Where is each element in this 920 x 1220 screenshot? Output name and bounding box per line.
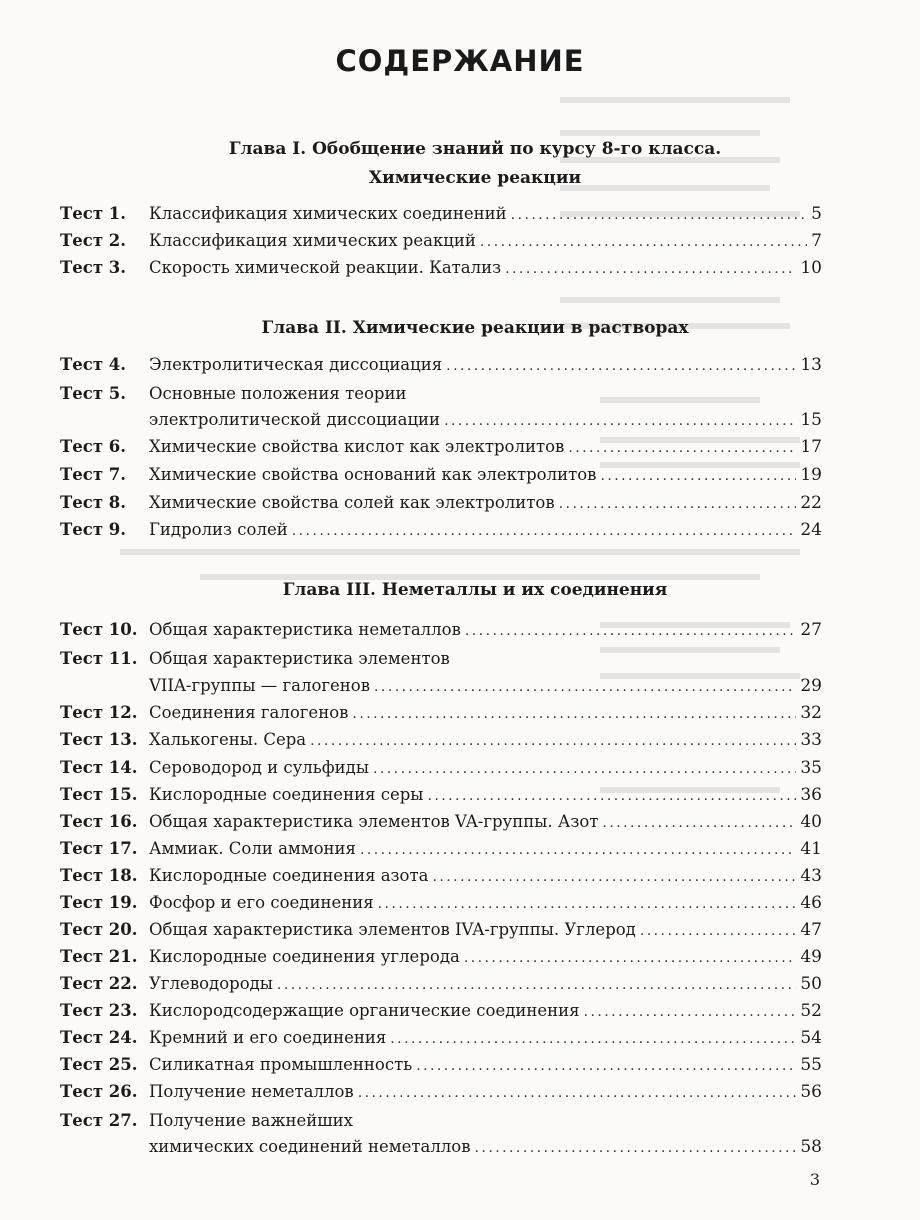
test-number: Тест 4.	[60, 355, 127, 374]
toc-entry[interactable]	[60, 1052, 822, 1078]
toc-entry-continuation[interactable]	[60, 673, 822, 699]
chapter-heading-line: Глава II. Химические реакции в растворах	[261, 318, 689, 338]
toc-entry[interactable]	[60, 998, 822, 1024]
toc-entry[interactable]	[60, 517, 822, 543]
dot-leader	[568, 435, 796, 461]
page-ref: 5	[811, 204, 822, 224]
page-ref: 43	[800, 866, 822, 886]
dot-leader	[559, 491, 797, 517]
page-ref: 41	[800, 839, 822, 859]
toc-entry[interactable]	[60, 700, 822, 726]
test-number: Тест 18.	[60, 866, 138, 885]
toc-entry[interactable]	[60, 617, 822, 643]
page-ref: 35	[800, 758, 822, 778]
toc-entry[interactable]	[60, 727, 822, 753]
test-title: Кислородные соединения азота	[149, 866, 429, 885]
page-ref: 13	[800, 355, 822, 375]
dot-leader	[373, 756, 796, 782]
test-title: Получение неметаллов	[149, 1082, 354, 1101]
test-number: Тест 3.	[60, 258, 127, 277]
test-number: Тест 25.	[60, 1055, 138, 1074]
test-title: химических соединений неметаллов	[149, 1137, 471, 1156]
test-number: Тест 26.	[60, 1082, 138, 1101]
toc-entry[interactable]	[60, 944, 822, 970]
test-number: Тест 23.	[60, 1001, 138, 1020]
test-title: Аммиак. Соли аммония	[149, 839, 356, 858]
test-title: Гидролиз солей	[149, 520, 288, 539]
toc-entry[interactable]	[60, 255, 822, 281]
toc-entry[interactable]	[60, 352, 822, 378]
page-ref: 29	[800, 676, 822, 696]
dot-leader	[480, 229, 807, 255]
test-title: Химические свойства кислот как электролитов	[149, 437, 565, 456]
toc-entry[interactable]	[60, 917, 822, 943]
chapter-heading	[120, 135, 830, 193]
page-ref: 47	[800, 920, 822, 940]
dot-leader	[511, 202, 808, 228]
page-ref: 33	[800, 730, 822, 750]
dot-leader	[292, 518, 797, 544]
toc-entry-continuation[interactable]	[60, 1134, 822, 1160]
dot-leader	[390, 1026, 796, 1052]
test-title: Кислородные соединения углерода	[149, 947, 460, 966]
test-number: Тест 12.	[60, 703, 138, 722]
test-number: Тест 27.	[60, 1111, 138, 1130]
chapter-heading-line: Глава I. Обобщение знаний по курсу 8-го класса.	[228, 139, 722, 159]
dot-leader	[416, 1053, 796, 1079]
toc-entry[interactable]	[60, 971, 822, 997]
toc-entry[interactable]	[60, 755, 822, 781]
page-ref: 15	[800, 410, 822, 430]
test-number: Тест 8.	[60, 493, 127, 512]
page-ref: 49	[800, 947, 822, 967]
test-title: Кислородсодержащие органические соединения	[149, 1001, 580, 1020]
test-number: Тест 21.	[60, 947, 138, 966]
test-number: Тест 11.	[60, 649, 138, 668]
test-number: Тест 14.	[60, 758, 138, 777]
test-number: Тест 22.	[60, 974, 138, 993]
toc-entry[interactable]	[60, 1025, 822, 1051]
toc-entry[interactable]	[60, 490, 822, 516]
test-title: Соединения галогенов	[149, 703, 349, 722]
toc-entry[interactable]	[60, 836, 822, 862]
test-number: Тест 16.	[60, 812, 138, 831]
test-title: Общая характеристика элементов IVA-группы. Углерод	[149, 920, 636, 939]
test-title: Химические свойства оснований как электролитов	[149, 465, 597, 484]
toc-entry[interactable]	[60, 1108, 822, 1134]
page-ref: 24	[800, 520, 822, 540]
page-ref: 58	[800, 1137, 822, 1157]
toc-entry[interactable]	[60, 646, 822, 672]
test-number: Тест 15.	[60, 785, 138, 804]
dot-leader	[360, 837, 796, 863]
chapter-heading-line: Химические реакции	[368, 168, 582, 188]
dot-leader	[310, 728, 796, 754]
test-title: Электролитическая диссоциация	[149, 355, 443, 374]
dot-leader	[432, 864, 796, 890]
page-ref: 36	[800, 785, 822, 805]
test-title: VIIA-группы — галогенов	[149, 676, 371, 695]
toc-entry[interactable]	[60, 434, 822, 460]
dot-leader	[475, 1135, 797, 1161]
test-number: Тест 24.	[60, 1028, 138, 1047]
toc-entry[interactable]	[60, 462, 822, 488]
page-ref: 54	[800, 1028, 822, 1048]
toc-entry[interactable]	[60, 1079, 822, 1105]
page-ref: 40	[800, 812, 822, 832]
test-title: Халькогены. Сера	[149, 730, 307, 749]
toc-entry[interactable]	[60, 863, 822, 889]
test-title: Углеводороды	[149, 974, 273, 993]
page-ref: 17	[800, 437, 822, 457]
toc-entry[interactable]	[60, 782, 822, 808]
chapter-heading	[120, 576, 830, 605]
page-ref: 50	[800, 974, 822, 994]
test-title: Химические свойства солей как электролитов	[149, 493, 555, 512]
page-ref: 55	[800, 1055, 822, 1075]
page-ref: 56	[800, 1082, 822, 1102]
toc-entry-continuation[interactable]	[60, 407, 822, 433]
test-number: Тест 7.	[60, 465, 127, 484]
test-title: Классификация химических соединений	[149, 204, 507, 223]
chapter-heading-line: Глава III. Неметаллы и их соединения	[282, 580, 668, 600]
test-title: Скорость химической реакции. Катализ	[149, 258, 502, 277]
test-title: Кремний и его соединения	[149, 1028, 387, 1047]
dot-leader	[446, 353, 796, 379]
dot-leader	[374, 674, 796, 700]
page-ref: 10	[800, 258, 822, 278]
test-number: Тест 1.	[60, 204, 127, 223]
page-ref: 52	[800, 1001, 822, 1021]
dot-leader	[602, 810, 796, 836]
dot-leader	[427, 783, 796, 809]
page-ref: 27	[800, 620, 822, 640]
test-title: Фосфор и его соединения	[149, 893, 374, 912]
test-number: Тест 2.	[60, 231, 127, 250]
test-number: Тест 13.	[60, 730, 138, 749]
dot-leader	[584, 999, 797, 1025]
toc-entry[interactable]	[60, 890, 822, 916]
test-title-first-line: Основные положения теории	[149, 384, 407, 403]
dot-leader	[444, 408, 796, 434]
dot-leader	[464, 945, 797, 971]
page-title: СОДЕРЖАНИЕ	[335, 44, 585, 78]
test-title-first-line: Получение важнейших	[149, 1111, 353, 1130]
test-number: Тест 6.	[60, 437, 127, 456]
test-title: Классификация химических реакций	[149, 231, 476, 250]
page-ref: 7	[811, 231, 822, 251]
test-number: Тест 9.	[60, 520, 127, 539]
toc-entry[interactable]	[60, 228, 822, 254]
dot-leader	[352, 701, 796, 727]
toc-entry[interactable]	[60, 381, 822, 407]
test-title: Силикатная промышленность	[149, 1055, 413, 1074]
dot-leader	[358, 1080, 797, 1106]
page-ref: 19	[800, 465, 822, 485]
dot-leader	[277, 972, 796, 998]
dot-leader	[378, 891, 797, 917]
test-title: Кислородные соединения серы	[149, 785, 424, 804]
test-number: Тест 19.	[60, 893, 138, 912]
test-number: Тест 20.	[60, 920, 138, 939]
test-number: Тест 17.	[60, 839, 138, 858]
test-title: Общая характеристика неметаллов	[149, 620, 461, 639]
test-title: Общая характеристика элементов VA-группы. Азот	[149, 812, 599, 831]
dot-leader	[505, 256, 796, 282]
page-ref: 32	[800, 703, 822, 723]
page-ref: 22	[800, 493, 822, 513]
dot-leader	[465, 618, 796, 644]
toc-entry[interactable]	[60, 201, 822, 227]
chapter-heading	[120, 314, 830, 343]
page-ref: 46	[800, 893, 822, 913]
test-title: Сероводород и сульфиды	[149, 758, 369, 777]
dot-leader	[600, 463, 796, 489]
dot-leader	[640, 918, 797, 944]
test-title-first-line: Общая характеристика элементов	[149, 649, 450, 668]
toc-entry[interactable]	[60, 809, 822, 835]
page-number: 3	[809, 1170, 820, 1189]
test-number: Тест 10.	[60, 620, 138, 639]
test-number: Тест 5.	[60, 384, 127, 403]
test-title: электролитической диссоциации	[149, 410, 441, 429]
